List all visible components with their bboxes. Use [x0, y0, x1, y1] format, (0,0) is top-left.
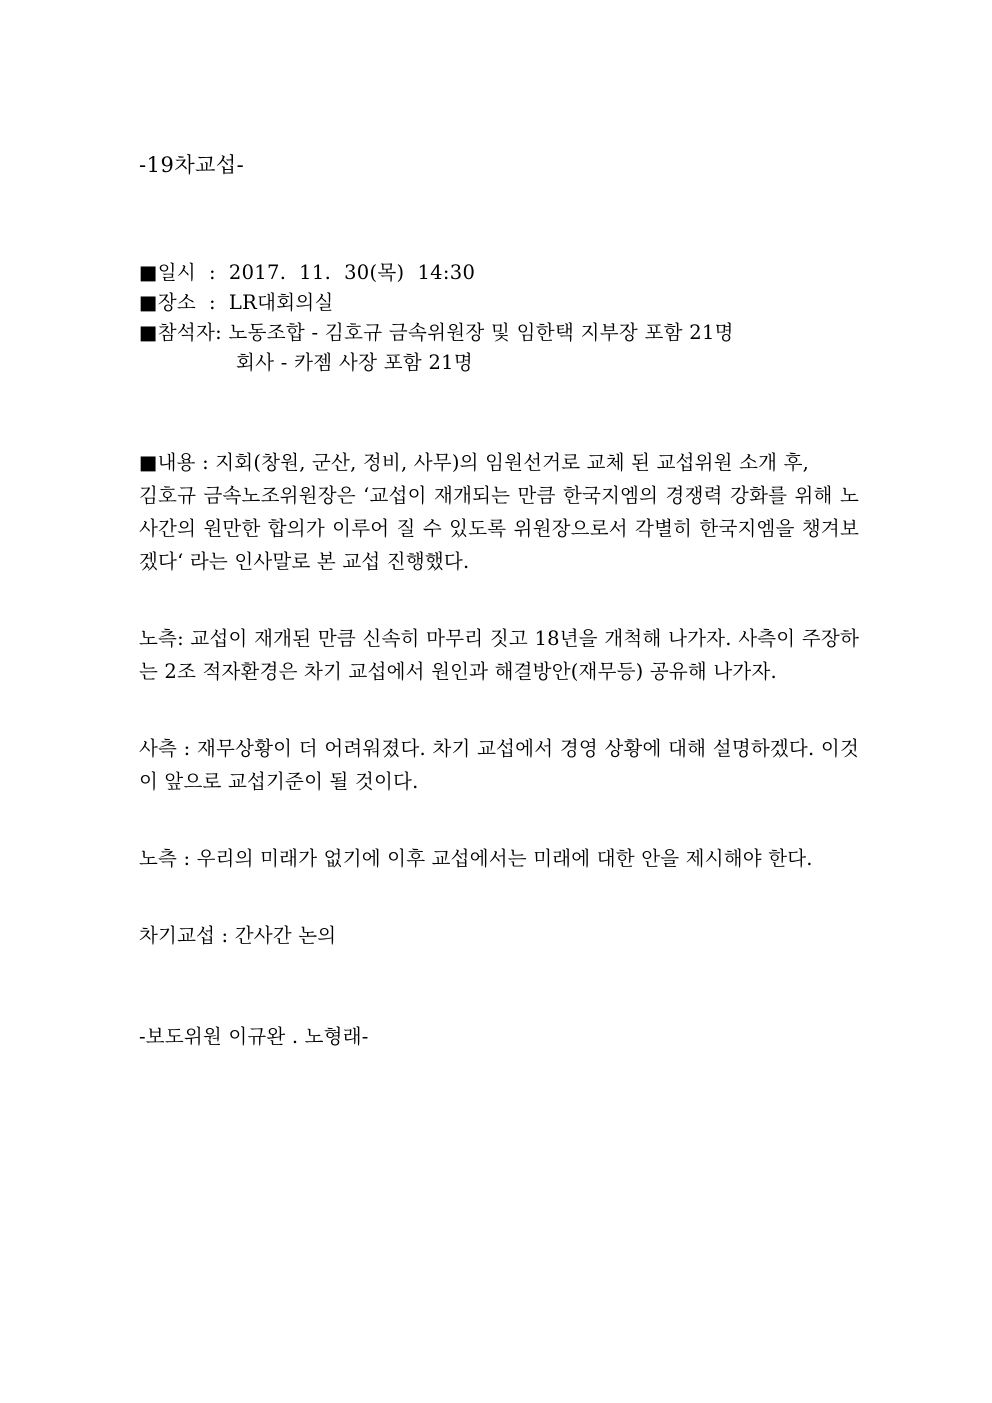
paragraph-spacer-3 [139, 820, 859, 842]
company-statement-1: 사측 : 재무상황이 더 어려워졌다. 차기 교섭에서 경영 상황에 대해 설명하겠다. 이것이 앞으로 교섭기준이 될 것이다. [139, 737, 859, 793]
content-paragraph: 김호규 금속노조위원장은 ‘교섭이 재개되는 만큼 한국지엠의 경쟁력 강화를 위해 노사간의 원만한 합의가 이루어 질 수 있도록 위원장으로서 각별히 한국지엠을 챙겨보겠다‘ 라는 인사말로 본 교섭 진행했다. [139, 484, 859, 573]
next-session: 차기교섭 : 간사간 논의 [139, 924, 337, 947]
union-statement-2: 노측 : 우리의 미래가 없기에 이후 교섭에서는 미래에 대한 안을 제시해야 한다. [139, 847, 813, 870]
paragraph-spacer-1 [139, 600, 859, 622]
document-title: -19차교섭- [139, 153, 245, 177]
meta-place: ■장소 : LR대회의실 [139, 291, 334, 314]
meeting-meta [139, 258, 859, 378]
meta-date: ■일시 : 2017. 11. 30(목) 14:30 [139, 261, 476, 284]
union-statement-1: 노측: 교섭이 재개된 만큼 신속히 마무리 짓고 18년을 개척해 나가자. 사측이 주장하는 2조 적자환경은 차기 교섭에서 원인과 해결방안(재무등) 공유해 나가자. [139, 627, 859, 683]
meta-attendees: ■참석자: 노동조합 - 김호규 금속위원장 및 임한택 지부장 포함 21명 [139, 321, 734, 344]
content-heading: ■내용 : 지회(창원, 군산, 정비, 사무)의 임원선거로 교체 된 교섭위원 소개 후, [139, 451, 810, 474]
paragraph-spacer-4 [139, 897, 859, 919]
paragraph-spacer-2 [139, 710, 859, 732]
paragraph-spacer-5 [139, 974, 859, 996]
meta-body-spacer [139, 388, 859, 446]
signature-line: -보도위원 이규완 . 노형래- [139, 1025, 369, 1048]
meta-attendees-company: 회사 - 카젬 사장 포함 21명 [236, 351, 474, 374]
document-content [139, 150, 859, 1075]
